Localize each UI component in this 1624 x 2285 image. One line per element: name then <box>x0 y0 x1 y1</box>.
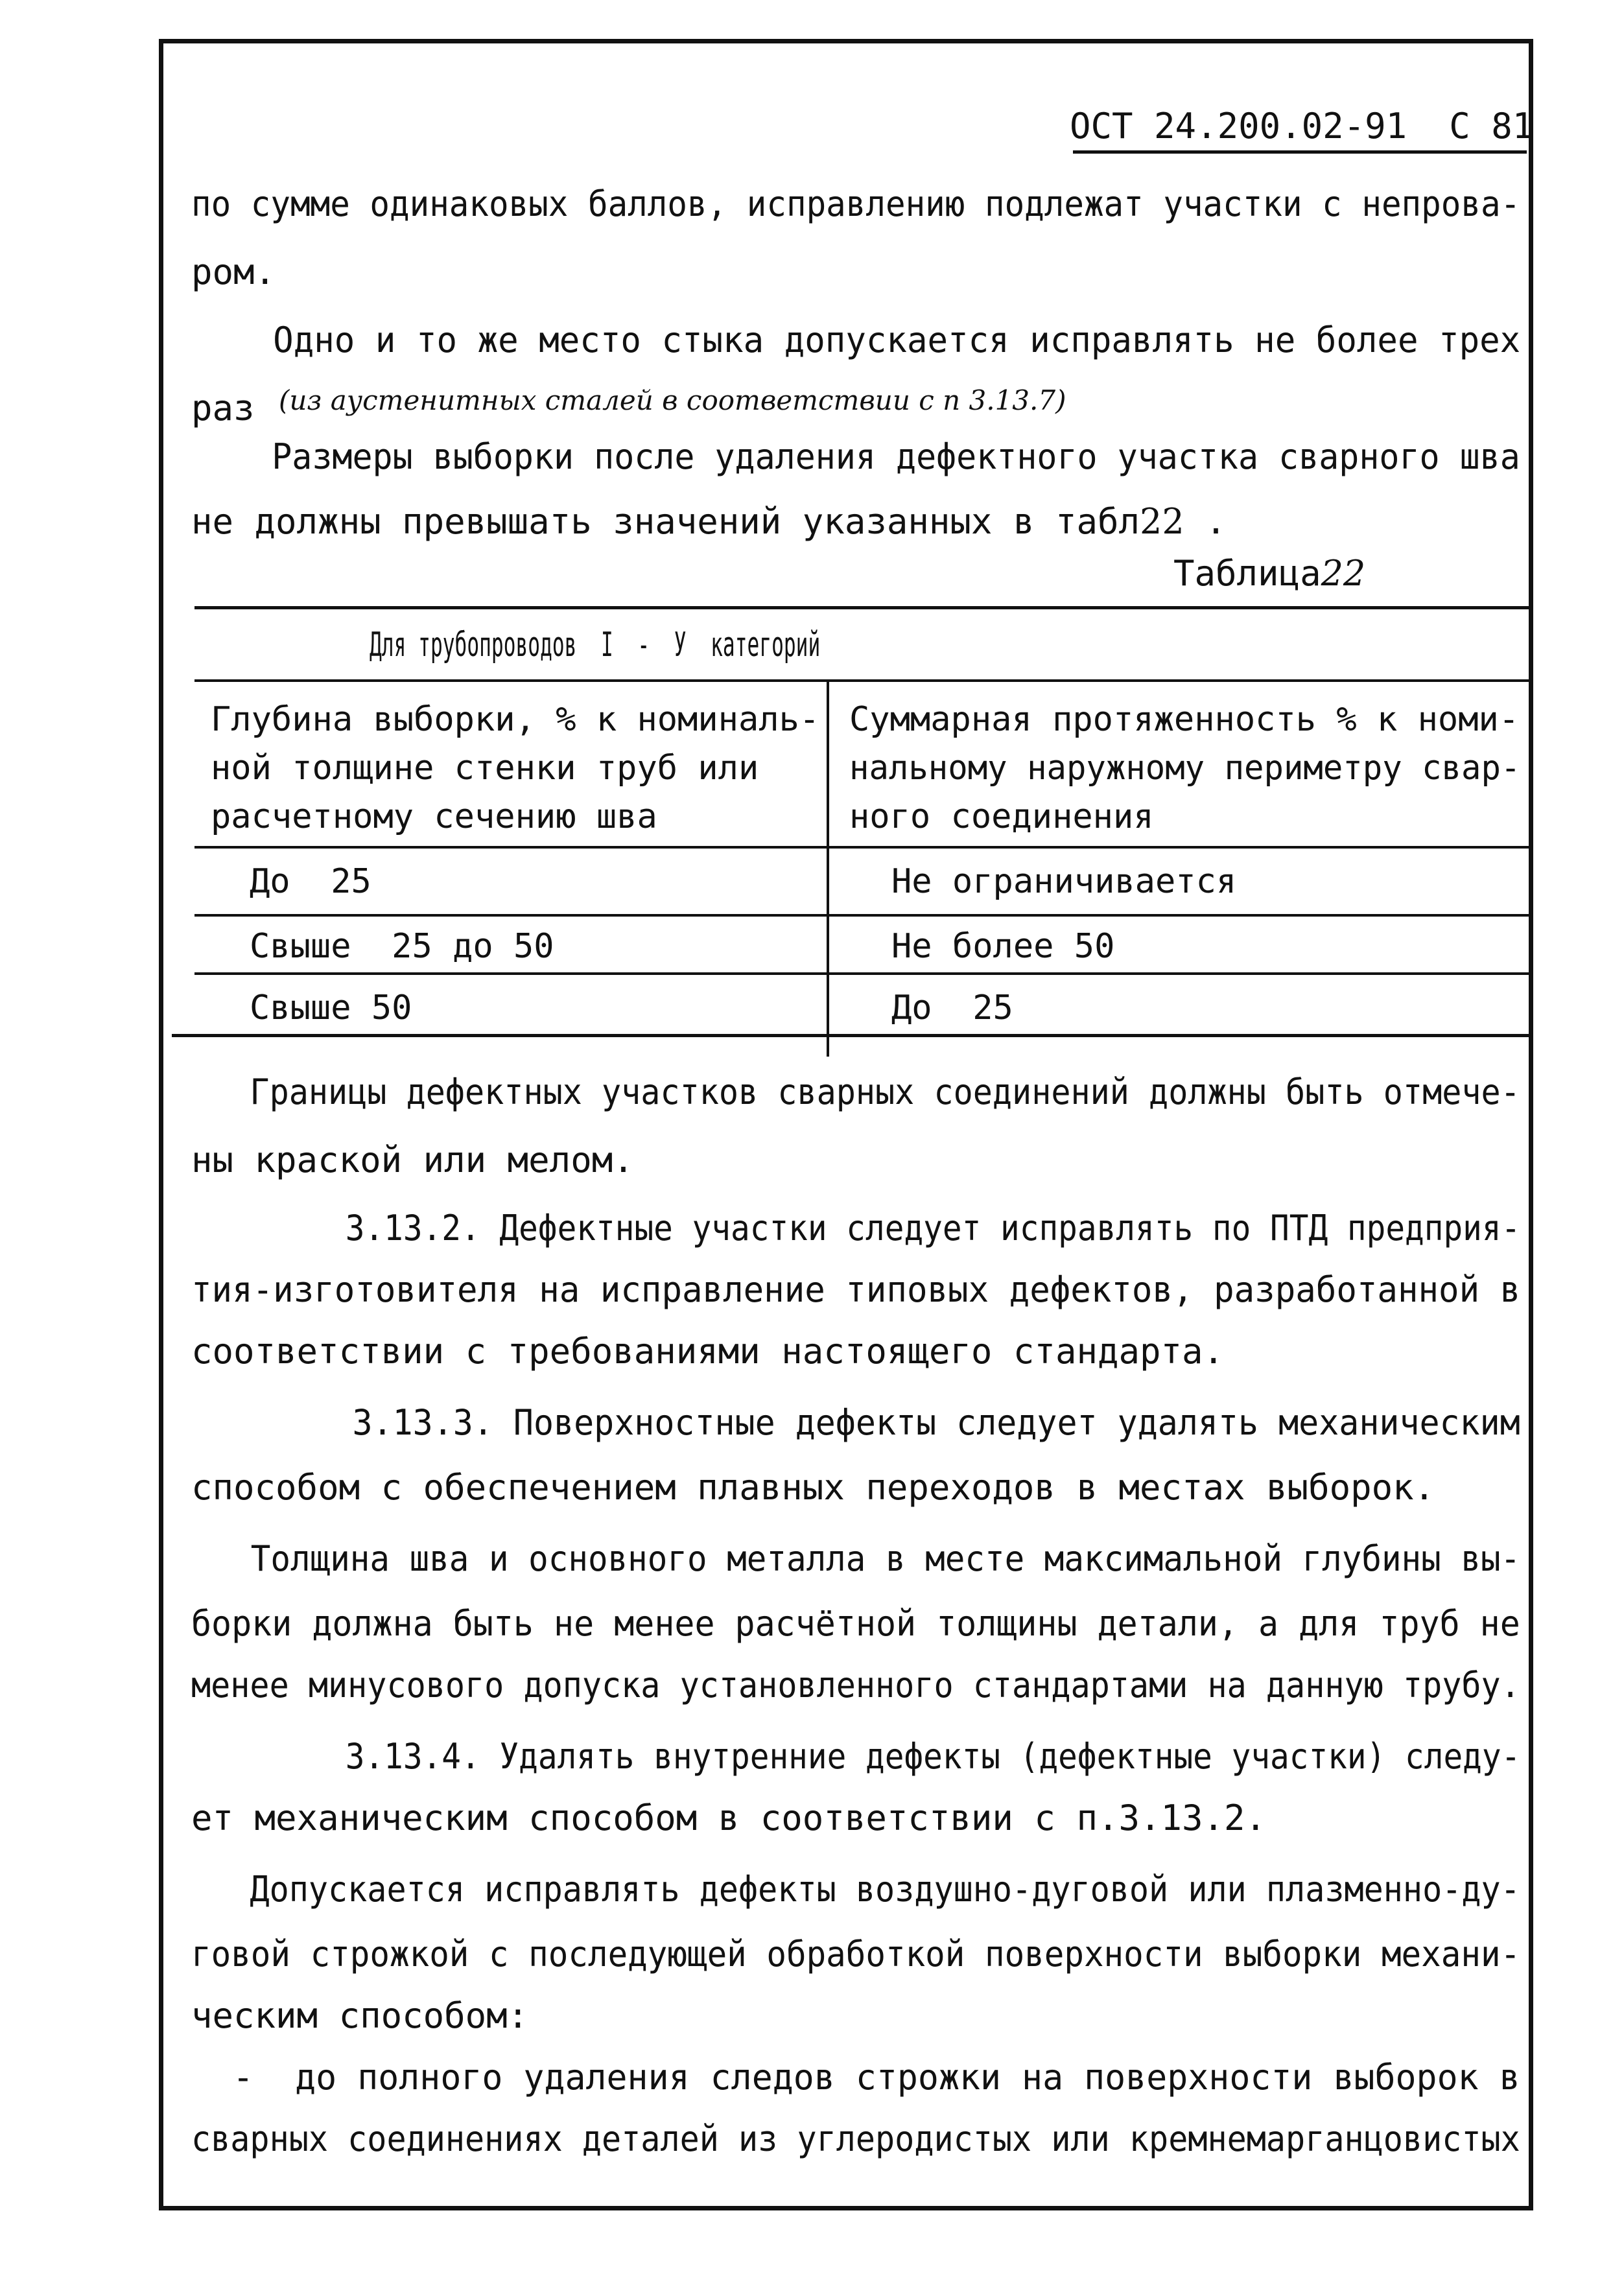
text-line: сварных соединениях деталей из углеродистых или кремнемарганцовистых <box>191 2118 1520 2159</box>
table-caption <box>1173 551 1365 596</box>
table-rule <box>194 846 1530 849</box>
table-col2-header: нальному наружному периметру свар- <box>849 749 1521 788</box>
table-col2-header: ного соединения <box>849 797 1154 836</box>
text-line: менее минусового допуска установленного стандартами на данную трубу. <box>191 1665 1520 1705</box>
text-line <box>191 499 1227 545</box>
handwritten-note: (из аустенитных сталей в соответствии с п 3.13.7) <box>279 384 1066 416</box>
text-line: говой строжкой с последующей обработкой поверхности выборки механи- <box>191 1934 1521 1974</box>
document-code: ОСТ 24.200.02-91 С 81 <box>1070 106 1534 146</box>
table-col2-header: Суммарная протяженность % к номи- <box>849 700 1520 739</box>
text-line: Границы дефектных участков сварных соединений должны быть отмече- <box>191 1072 1520 1112</box>
text-span: . <box>1184 501 1227 542</box>
text-line: ет механическим способом в соответствии с п.3.13.2. <box>191 1798 1267 1838</box>
handwritten-table-number: 22 <box>1139 501 1184 542</box>
table-column-divider <box>827 679 829 1057</box>
table-col1-header: Глубина выборки, % к номиналь- <box>211 700 820 739</box>
table-cell: Не более 50 <box>891 927 1115 966</box>
text-line: тия-изготовителя на исправление типовых дефектов, разработанной в <box>191 1269 1521 1310</box>
text-line: 3.13.3. Поверхностные дефекты следует удалять механическим <box>191 1402 1520 1443</box>
table-caption-word: Таблица <box>1173 553 1321 594</box>
text-line: 3.13.4. Удалять внутренние дефекты (дефектные участки) следу- <box>191 1736 1521 1777</box>
table-cell: До 25 <box>250 862 371 901</box>
text-line: ны краской или мелом. <box>191 1140 634 1180</box>
table-cell: Свыше 50 <box>250 989 412 1027</box>
table-cell: До 25 <box>891 989 1013 1027</box>
header-underline <box>1073 150 1527 154</box>
text-line: раз <box>191 388 255 428</box>
text-line: борки должна быть не менее расчётной толщины детали, а для труб не <box>191 1603 1520 1644</box>
text-line: Толщина шва и основного металла в месте максимальной глубины вы- <box>191 1538 1521 1579</box>
table-caption-number: 22 <box>1321 553 1366 594</box>
table-rule <box>194 679 1530 682</box>
text-line: ром. <box>191 252 276 292</box>
text-line: соответствии с требованиями настоящего стандарта. <box>191 1331 1225 1372</box>
text-line: ческим способом: <box>191 1995 529 2036</box>
table-rule <box>194 972 1530 975</box>
text-line: Одно и то же место стыка допускается исправлять не более трех <box>191 320 1521 360</box>
text-line: Размеры выборки после удаления дефектного участка сварного шва <box>191 436 1520 477</box>
table-top-rule <box>194 606 1530 609</box>
text-span: не должны превышать значений указанных в табл <box>191 501 1140 542</box>
table-col1-header: ной толщине стенки труб или <box>211 749 759 788</box>
text-line: по сумме одинаковых баллов, исправлению подлежат участки с непрова- <box>191 183 1521 224</box>
text-line: - до полного удаления следов строжки на поверхности выборок в <box>191 2057 1520 2098</box>
table-cell: Свыше 25 до 50 <box>250 927 554 966</box>
table-rule <box>194 914 1530 917</box>
table-col1-header: расчетному сечению шва <box>211 797 657 836</box>
table-bottom-rule <box>172 1034 1530 1037</box>
table-group-header: Для трубопроводов I - У категорий <box>370 626 821 664</box>
text-line: способом с обеспечением плавных переходов в местах выборок. <box>191 1467 1435 1508</box>
text-line: Допускается исправлять дефекты воздушно-дуговой или плазменно-ду- <box>191 1869 1520 1910</box>
table-cell: Не ограничивается <box>891 862 1237 901</box>
text-line: 3.13.2. Дефектные участки следует исправлять по ПТД предприя- <box>191 1208 1521 1248</box>
